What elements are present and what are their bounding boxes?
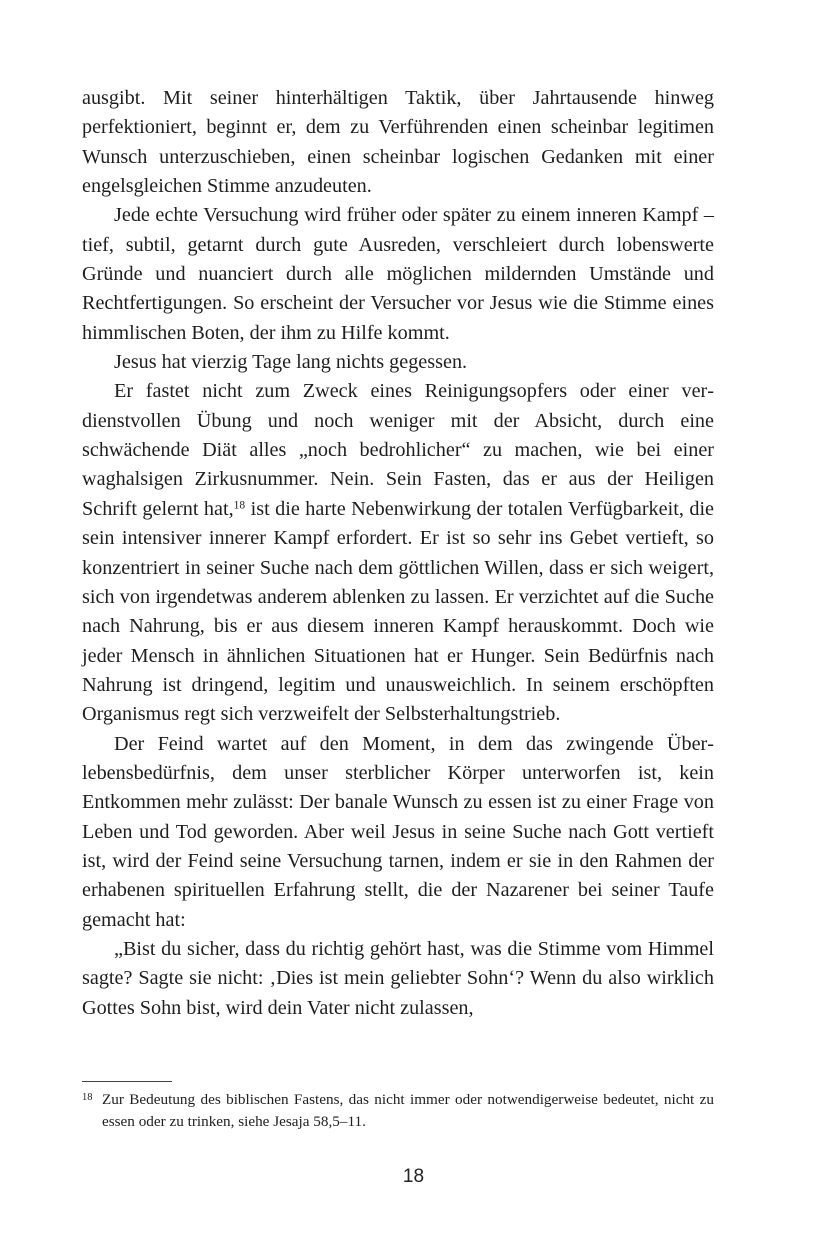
footnote-divider xyxy=(82,1081,172,1082)
main-text xyxy=(82,84,714,1023)
footnote-reference: 18 xyxy=(233,499,246,512)
paragraph-3: Jesus hat vierzig Tage lang nichts gegessen. xyxy=(114,351,468,374)
paragraph-1: ausgibt. Mit seiner hinterhältigen Taktik, über Jahrtausende hinweg perfektioniert, beginnt er, dem zu Verführenden einen scheinbar legitimen Wunsch unterzuschieben, einen scheinbar logischen Gedanken mit einer engelsgleichen Stimme anzudeuten. xyxy=(82,87,714,198)
page-number: 18 xyxy=(402,1166,425,1187)
footnote xyxy=(82,1089,714,1132)
paragraph-5: Der Feind wartet auf den Moment, in dem das zwingende Überlebensbedürfnis, dem unser sterblicher Körper unterworfen ist, kein Entkommen mehr zulässt: Der banale Wunsch zu essen ist zu einer Frage von Leben und Tod geworden. Aber weil Jesus in seine Suche nach Gott vertieft ist, wird der Feind seine Versuchung tarnen, indem er sie in den Rahmen der erhabenen spirituellen Erfahrung stellt, die der Nazarener bei seiner Taufe gemacht hat: xyxy=(82,732,714,931)
footnote-text: Zur Bedeutung des biblischen Fastens, das nicht immer oder notwendigerweise bedeutet, nicht zu essen oder zu trinken, siehe Jesaja 58,5–11. xyxy=(102,1091,714,1130)
paragraph-4-part-2: ist die harte Nebenwirkung der totalen Verfügbarkeit, die sein intensiver innerer Kampf erfordert. Er ist so sehr ins Gebet vertieft, so konzentriert in seiner Suche nach dem göttlichen Willen, dass er sich weigert, sich von irgendetwas anderem ablenken zu lassen. Er verzichtet auf die Suche nach Nahrung, bis er aus diesem inneren Kampf herauskommt. Doch wie jeder Mensch in ähnlichen Situationen hat er Hunger. Sein Bedürfnis nach Nahrung ist dringend, legitim und unausweichlich. In seinem erschöpften Organismus regt sich verzweifelt der Selbsterhaltungstrieb. xyxy=(82,497,715,726)
paragraph-2: Jede echte Versuchung wird früher oder später zu einem inneren Kampf – tief, subtil, getarnt durch gute Ausreden, verschleiert durch lobenswerte Gründe und nuanciert durch alle möglichen mildernden Umstände und Rechtfertigungen. So erscheint der Versucher vor Jesus wie die Stimme eines himmlischen Boten, der ihm zu Hilfe kommt. xyxy=(82,204,714,344)
footnote-number: 18 xyxy=(82,1092,93,1103)
paragraph-6: „Bist du sicher, dass du richtig gehört hast, was die Stimme vom Himmel sagte? Sagte sie nicht: ‚Dies ist mein geliebter Sohn‘? Wenn du also wirklich Gottes Sohn bist, wird dein Vater nicht zulassen, xyxy=(82,937,714,1019)
paragraph-4 xyxy=(82,377,714,729)
paragraph-4-part-1: Er fastet nicht zum Zweck eines Reinigungsopfers oder einer verdienstvollen Übung und noch weniger mit der Absicht, durch eine schwächende Diät alles „noch bedrohlicher“ zu machen, wie bei einer waghalsigen Zirkusnummer. Nein. Sein Fasten, das er aus der Heiligen Schrift gelernt hat, xyxy=(82,380,714,520)
